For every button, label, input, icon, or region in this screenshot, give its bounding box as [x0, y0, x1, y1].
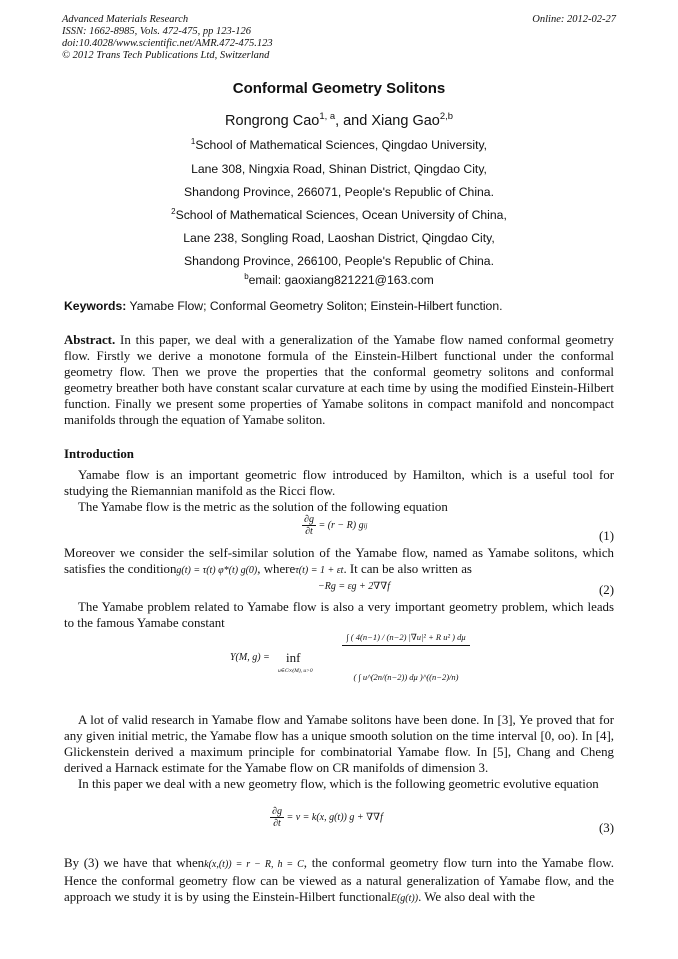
online-date: Online: 2012-02-27 — [532, 14, 616, 25]
eq1-rhs: = (r − R) g — [318, 519, 364, 531]
yamabe-inf-subscript: u∈C∞(M), u>0 — [278, 668, 313, 674]
aff1-text-1: School of Mathematical Sciences, Qingdao University, — [195, 138, 488, 152]
keywords-text: Yamabe Flow; Conformal Geometry Soliton; Einstein-Hilbert function. — [126, 299, 503, 313]
intro-p7b-text: , the conformal geometry flow turn into the Yamabe flow. Hence the conformal geometry flow can be viewed as a natural generalization of Yamabe flow, and the approach we study it is by using the Einstein-Hilbert functional — [64, 856, 615, 904]
intro-p7a-text: By (3) we have that when — [64, 856, 205, 870]
eq3-rhs: = v = k(x, g(t)) g + ∇∇f — [286, 811, 383, 823]
abstract-label: Abstract. — [64, 333, 116, 347]
intro-paragraph-2 — [64, 499, 614, 515]
intro-p3a-text: Moreover we consider the self-similar solution of the Yamabe flow, named as Yamabe solitons, which satisfies the condition — [64, 546, 614, 576]
email-sup: b — [244, 271, 249, 281]
inline-formula-tau: τ(t) = 1 + εt — [295, 565, 344, 576]
eq3-denominator: ∂t — [273, 818, 281, 829]
keywords-label: Keywords: — [64, 299, 127, 313]
journal-header — [62, 14, 616, 62]
email-line — [0, 273, 678, 287]
equation-2-number: (2) — [598, 583, 614, 597]
eq1-numerator: ∂g — [304, 514, 314, 525]
yamabe-constant-equation — [230, 628, 470, 698]
intro-paragraph-4 — [64, 599, 614, 631]
intro-paragraph-1 — [64, 467, 614, 499]
abstract-text: In this paper, we deal with a generalization of the Yamabe flow named conformal geometry flow. Firstly we derive a monotone formula of the Einstein-Hilbert functional under the conformal geometry flow. Then we prove the properties that the conformal geometry solitons and conformal geometry breather both have constant scalar curvature at each time by using the modified Einstein-Hilbert function. Finally we present some properties of Yamabe solitons in compact manifold and noncompact manifolds through the equation of Yamabe soliton. — [64, 333, 614, 427]
yamabe-inf: inf — [286, 650, 301, 665]
aff1-sup: 1 — [190, 136, 196, 146]
author-separator: , and — [335, 113, 372, 129]
intro-paragraph-6 — [64, 776, 614, 792]
intro-paragraph-7 — [64, 855, 614, 907]
aff2-text-1: School of Mathematical Sciences, Ocean University of China, — [175, 208, 507, 222]
eq3-numerator: ∂g — [272, 806, 282, 817]
intro-p6-text: In this paper we deal with a new geometry flow, which is the following geometric evolutive equation — [78, 777, 599, 791]
journal-name: Advanced Materials Research — [62, 14, 189, 25]
yamabe-numerator: ∫ ( 4(n−1) / (n−2) |∇u|² + R u² ) dμ — [342, 632, 470, 646]
equation-3 — [270, 806, 383, 829]
intro-p1-text: Yamabe flow is an important geometric flow introduced by Hamilton, which is a useful tool for studying the Riemannian manifold as the Ricci flow. — [64, 468, 614, 498]
doi-line: doi:10.4028/www.scientific.net/AMR.472-475.123 — [62, 38, 273, 49]
eq1-denominator: ∂t — [305, 526, 313, 537]
yamabe-denominator: ( ∫ u^(2n/(n−2)) dμ )^((n−2)/n) — [353, 672, 459, 682]
intro-p4-text: The Yamabe problem related to Yamabe flow is also a very important geometry problem, which leads to the famous Yamabe constant — [64, 600, 614, 630]
inline-formula-soliton-condition: g(t) = τ(t) φ*(t) g(0) — [176, 565, 258, 576]
author-1-sup: 1, a — [319, 110, 336, 122]
inline-formula-einstein-hilbert: E(g(t)) — [390, 893, 419, 904]
affiliation-1-line-1 — [0, 138, 678, 152]
equation-1: $\frac{\partial g}{\partial t}$ = (r − R) gij — [304, 514, 368, 537]
yamabe-lhs: Y(M, g) = — [230, 652, 270, 663]
intro-p3c-text: . It can be also written as — [343, 562, 472, 576]
copyright-line: © 2012 Trans Tech Publications Ltd, Switzerland — [62, 50, 270, 61]
paper-title: Conformal Geometry Solitons — [232, 80, 446, 97]
intro-p2-text: The Yamabe flow is the metric as the solution of the following equation — [78, 500, 448, 514]
aff2-sup: 2 — [171, 206, 176, 216]
affiliation-2-line-3: Shandong Province, 266100, People's Republic of China. — [184, 254, 494, 268]
intro-p7c-text: . We also deal with the — [418, 890, 535, 904]
intro-paragraph-3 — [64, 545, 614, 579]
affiliation-2-line-1 — [0, 208, 678, 222]
equation-2: −Rg = εg + 2∇∇f — [318, 581, 391, 592]
author-line — [0, 110, 678, 129]
abstract — [64, 332, 614, 428]
equation-1-number: (1) — [598, 529, 614, 543]
inline-formula-k-condition: k(x,(t)) = r − R, h = C — [204, 859, 304, 870]
author-1: Rongrong Cao — [225, 113, 320, 129]
equation-3-number: (3) — [598, 821, 614, 835]
author-2-sup: 2,b — [439, 110, 453, 122]
section-heading-introduction: Introduction — [64, 447, 134, 461]
intro-p5-text: A lot of valid research in Yamabe flow and Yamabe solitons have been done. In [3], Ye proved that for any given initial metric, the Yamabe flow has a unique smooth solution on the time interval [0, oo). In [4], Glickenstein derived a maximum principle for combinatorial Yamabe flow. In [5], Chang and Cheng derived a Harnack estimate for the Yamabe flow on CR manifolds of dimension 3. — [64, 713, 614, 775]
keywords — [64, 299, 614, 313]
intro-p3b-text: , where — [257, 562, 296, 576]
affiliation-1-line-3: Shandong Province, 266071, People's Republic of China. — [184, 185, 494, 199]
issn-line: ISSN: 1662-8985, Vols. 472-475, pp 123-126 — [62, 26, 251, 37]
intro-paragraph-5 — [64, 712, 614, 776]
author-2: Xiang Gao — [371, 113, 440, 129]
affiliation-2-line-2: Lane 238, Songling Road, Laoshan District, Qingdao City, — [183, 231, 495, 245]
affiliation-1-line-2: Lane 308, Ningxia Road, Shinan District, Qingdao City, — [191, 162, 487, 176]
email-text: email: gaoxiang821221@163.com — [248, 273, 434, 287]
